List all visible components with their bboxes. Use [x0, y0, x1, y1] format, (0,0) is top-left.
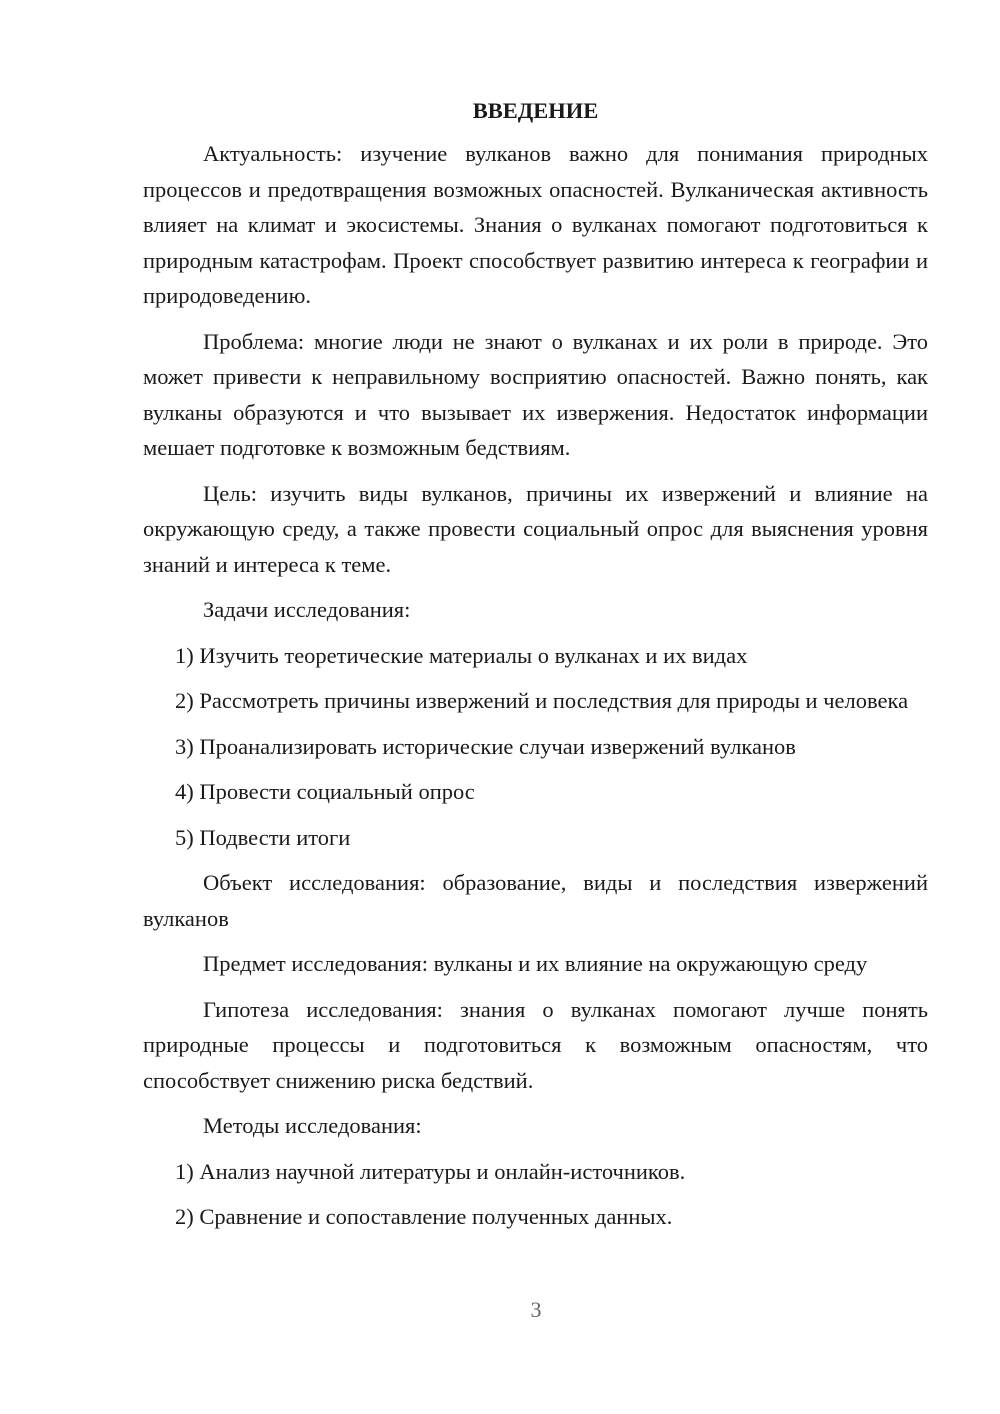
object-paragraph: Объект исследования: образование, виды и последствия извержений вулканов: [143, 870, 928, 931]
page-number: 3: [530, 1297, 542, 1322]
tasks-label: Задачи исследования:: [203, 597, 411, 622]
page-content: [143, 92, 928, 1245]
hypothesis-paragraph: Гипотеза исследования: знания о вулканах помогают лучше понять природные процессы и подготовиться к возможным опасностям, что способствует снижению риска бедствий.: [143, 996, 928, 1093]
task-item-5: 5) Подвести итоги: [175, 824, 351, 850]
task-item-4: 4) Провести социальный опрос: [175, 779, 475, 804]
subject-paragraph: Предмет исследования: вулканы и их влияние на окружающую среду: [203, 951, 868, 976]
task-item-3: 3) Проанализировать исторические случаи извержений вулканов: [175, 733, 796, 759]
goal-paragraph: Цель: изучить виды вулканов, причины их извержений и влияние на окружающую среду, а также провести социальный опрос для выяснения уровня знаний и интереса к теме.: [143, 480, 928, 577]
methods-label: Методы исследования:: [203, 1113, 422, 1138]
method-item-1: 1) Анализ научной литературы и онлайн-источников.: [175, 1158, 686, 1184]
method-item-2: 2) Сравнение и сопоставление полученных данных.: [175, 1204, 673, 1229]
relevance-paragraph: Актуальность: изучение вулканов важно для понимания природных процессов и предотвращения возможных опасностей. Вулканическая активность влияет на климат и экосистемы. Знания о вулканах помогают подготовиться к природным катастрофам. Проект способствует развитию интереса к географии и природоведению.: [143, 141, 928, 308]
task-item-2: 2) Рассмотреть причины извержений и последствия для природы и человека: [175, 688, 909, 713]
task-item-1: 1) Изучить теоретические материалы о вулканах и их видах: [175, 642, 748, 668]
page-heading: ВВЕДЕНИЕ: [472, 98, 599, 123]
problem-paragraph: Проблема: многие люди не знают о вулканах и их роли в природе. Это может привести к неправильному восприятию опасностей. Важно понять, как вулканы образуются и что вызывает их извержения. Недостаток информации мешает подготовке к возможным бедствиям.: [143, 328, 928, 460]
